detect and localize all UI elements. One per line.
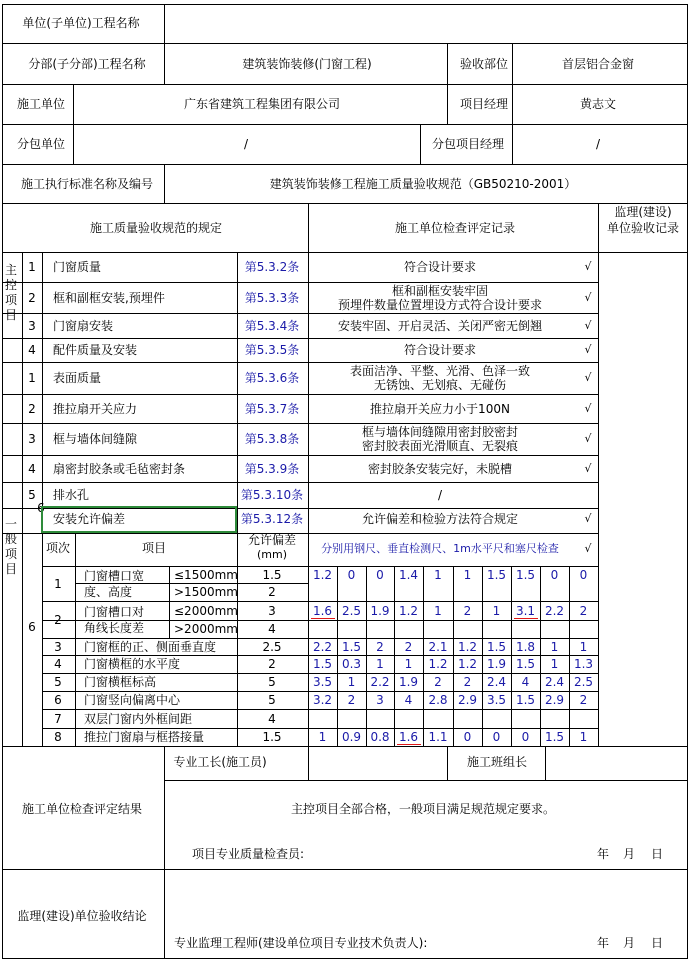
measured-value: 1.9 xyxy=(398,675,419,689)
measured-value: 2.9 xyxy=(457,693,478,707)
col-item-header: 项目 xyxy=(141,541,167,555)
v-rule xyxy=(420,124,421,165)
deviation-allow: 1.5 xyxy=(262,567,282,582)
v-rule xyxy=(22,252,23,747)
sub-value: 建筑装饰装修(门窗工程) xyxy=(242,57,372,71)
v-rule xyxy=(42,508,43,747)
measured-value: 1 xyxy=(463,567,472,582)
measured-value: 1.6 xyxy=(398,730,419,744)
col-allow-header-1: 允许偏差 xyxy=(247,533,297,547)
h-rule xyxy=(2,252,688,253)
value-underline xyxy=(311,618,335,619)
v-rule xyxy=(453,566,454,747)
conclusion-date-day: 日 xyxy=(651,936,664,950)
deviation-allow: 5 xyxy=(268,675,276,689)
measured-value: 1.5 xyxy=(515,657,536,671)
item-clause: 第5.3.5条 xyxy=(244,343,300,357)
item-record: 无锈蚀、无划痕、无碰伤 xyxy=(373,378,507,392)
supervisor-engineer-label: 专业监理工程师(建设单位项目专业技术负责人): xyxy=(174,936,428,950)
item-name: 门窗扇安装 xyxy=(53,318,114,333)
deviation-name: 门窗槽口对 xyxy=(84,604,145,619)
measured-value: 1.5 xyxy=(486,639,507,654)
item-no: 1 xyxy=(28,260,36,274)
standard-value: 建筑装饰装修工程施工质量验收规范（GB50210-2001） xyxy=(269,177,577,191)
measured-value: 2 xyxy=(463,675,472,689)
item-record: 密封胶表面光滑顺直、无裂痕 xyxy=(361,439,519,453)
item-clause: 第5.3.9条 xyxy=(244,461,300,476)
method-text: 分别用钢尺、垂直检测尺、1m水平尺和塞尺检查 xyxy=(321,542,559,555)
h-rule xyxy=(42,655,599,656)
v-rule xyxy=(169,566,170,639)
sub-label: 分部(子分部)工程名称 xyxy=(28,57,146,71)
unit-label: 单位(子单位)工程名称 xyxy=(22,16,140,30)
item-no: 4 xyxy=(28,343,36,357)
measured-value: 2.4 xyxy=(486,675,507,689)
item-no: 4 xyxy=(28,461,36,476)
measured-value: 2.2 xyxy=(370,675,390,689)
v-rule xyxy=(540,566,541,747)
deviation-no: 8 xyxy=(54,730,62,744)
measured-value: 3 xyxy=(376,693,384,707)
h-rule xyxy=(2,423,599,424)
result-date-year: 年 xyxy=(597,847,610,861)
item6-group-no: 6 xyxy=(28,620,36,634)
item-no: 3 xyxy=(28,318,36,333)
deviation-allow: 4 xyxy=(268,711,276,726)
item-name: 表面质量 xyxy=(53,371,102,385)
measured-value: 0 xyxy=(550,567,559,582)
accept-part-value: 首层铝合金窗 xyxy=(561,57,635,71)
v-rule xyxy=(164,746,165,959)
deviation-no: 4 xyxy=(54,657,62,671)
deviation-name: 门窗竖向偏离中心 xyxy=(84,693,181,707)
measured-value: 2.9 xyxy=(544,693,565,707)
v-rule xyxy=(512,84,513,125)
deviation-name: 双层门窗内外框间距 xyxy=(84,711,193,726)
contractor-value: 广东省建筑工程集团有限公司 xyxy=(183,97,341,111)
v-rule xyxy=(237,533,238,747)
v-rule xyxy=(447,43,448,85)
deviation-name: 角线长度差 xyxy=(84,620,145,635)
v-rule xyxy=(164,4,165,44)
measured-value: 3.5 xyxy=(486,693,507,707)
result-label: 施工单位检查评定结果 xyxy=(21,802,143,816)
measured-value: 1.8 xyxy=(515,639,536,654)
v-rule xyxy=(482,566,483,747)
item-record: 符合设计要求 xyxy=(403,260,477,274)
measured-value: 1 xyxy=(579,639,588,654)
item6-record: 允许偏差和检验方法符合规定 xyxy=(361,512,519,526)
measured-value: 1.5 xyxy=(312,657,333,671)
measured-value: 2 xyxy=(434,675,442,689)
h-rule xyxy=(42,673,599,674)
deviation-name: 度、高度 xyxy=(84,584,133,599)
item-name: 框与墙体间缝隙 xyxy=(53,432,138,446)
deviation-name: 门窗槽口宽 xyxy=(84,568,145,583)
v-rule xyxy=(569,566,570,747)
item6-name: 安装允许偏差 xyxy=(53,512,126,526)
v-rule xyxy=(447,746,448,781)
item-clause: 第5.3.3条 xyxy=(244,290,300,305)
item-check: √ xyxy=(584,260,592,273)
item6-clause: 第5.3.12条 xyxy=(240,512,304,526)
h-rule xyxy=(2,282,599,283)
item-no: 2 xyxy=(28,290,36,305)
deviation-name: 门窗横框标高 xyxy=(84,675,157,689)
h-rule xyxy=(2,124,688,125)
result-text: 主控项目全部合格，一般项目满足规范规定要求。 xyxy=(290,802,556,816)
h-rule xyxy=(2,313,599,314)
measured-value: 1 xyxy=(434,567,442,582)
v-rule xyxy=(511,566,512,747)
h-rule xyxy=(2,455,599,456)
item-clause: 第5.3.6条 xyxy=(244,371,300,385)
conclusion-date-month: 月 xyxy=(623,936,636,950)
item-record: 框与墙体间缝隙用密封胶密封 xyxy=(361,425,519,439)
measured-value: 1 xyxy=(550,657,559,671)
measured-value: 2.2 xyxy=(544,603,565,618)
measured-value: 1.9 xyxy=(370,603,390,618)
measured-value: 0 xyxy=(376,567,384,582)
item-no: 1 xyxy=(28,371,36,385)
item-clause: 第5.3.10条 xyxy=(240,488,304,502)
item-name: 框和副框安装,预埋件 xyxy=(53,290,165,305)
foreman-label: 专业工长(施工员) xyxy=(173,755,267,769)
measured-value: 2 xyxy=(347,693,356,707)
pm-label: 项目经理 xyxy=(459,97,509,111)
measured-value: 2 xyxy=(404,639,413,654)
result-date-month: 月 xyxy=(623,847,636,861)
h-rule xyxy=(42,709,599,710)
deviation-name: 门窗框的正、侧面垂直度 xyxy=(84,639,217,654)
item-record: 符合设计要求 xyxy=(403,343,477,357)
v-rule xyxy=(337,566,338,747)
v-rule xyxy=(512,124,513,165)
v-rule xyxy=(447,84,448,125)
measured-value: 0 xyxy=(463,730,472,744)
measured-value: 1.5 xyxy=(486,567,507,582)
h-rule xyxy=(2,362,23,363)
deviation-range: ≤1500mm xyxy=(174,567,238,582)
deviation-no: 5 xyxy=(54,675,62,689)
measured-value: 1.5 xyxy=(341,639,362,654)
measured-value: 1 xyxy=(376,657,384,671)
item-check: √ xyxy=(584,401,592,415)
item-record: 密封胶条安装完好，未脱槽 xyxy=(367,461,513,476)
v-rule xyxy=(308,566,309,747)
v-rule xyxy=(164,164,165,204)
v-rule xyxy=(366,566,367,747)
deviation-allow: 5 xyxy=(268,693,276,707)
result-date-day: 日 xyxy=(651,847,664,861)
measured-value: 0 xyxy=(347,567,356,582)
deviation-allow: 2.5 xyxy=(262,639,282,654)
measured-value: 0.8 xyxy=(370,730,390,744)
item-no: 5 xyxy=(28,488,36,502)
h-rule xyxy=(2,958,688,959)
item-record: 框和副框安装牢固 xyxy=(391,283,489,298)
measured-value: 0.9 xyxy=(341,730,362,744)
record-column-header: 施工单位检查评定记录 xyxy=(394,221,516,235)
h-rule xyxy=(42,691,599,692)
conclusion-date-year: 年 xyxy=(597,936,610,950)
conclusion-label: 监理(建设)单位验收结论 xyxy=(17,909,147,923)
measured-value: 2.2 xyxy=(312,639,333,654)
supervisor-column-header-1: 监理(建设) xyxy=(614,205,672,219)
measured-value: 2.1 xyxy=(428,639,448,654)
h-rule xyxy=(2,164,688,165)
v-rule xyxy=(423,566,424,747)
measured-value: 1 xyxy=(347,675,356,689)
general-group-label: 一 般 项 目 xyxy=(4,517,17,576)
measured-value: 1.2 xyxy=(312,567,333,582)
item-check: √ xyxy=(584,432,592,445)
item-check: √ xyxy=(584,461,592,475)
measured-value: 0 xyxy=(492,730,501,744)
deviation-allow: 4 xyxy=(268,622,276,636)
measured-value: 1.3 xyxy=(573,657,594,671)
deviation-no: 2 xyxy=(54,612,62,627)
v-rule xyxy=(687,4,688,959)
v-rule xyxy=(237,252,238,534)
deviation-range: >1500mm xyxy=(174,585,238,599)
measured-value: 1.2 xyxy=(457,639,478,654)
measured-value: 2.5 xyxy=(341,603,362,618)
h-rule xyxy=(2,43,688,44)
contractor-label: 施工单位 xyxy=(16,97,66,111)
measured-value: 1.2 xyxy=(457,657,478,671)
measured-value: 2 xyxy=(463,603,472,618)
item-name: 扇密封胶条或毛毡密封条 xyxy=(53,461,186,476)
item-name: 门窗质量 xyxy=(53,260,102,274)
h-rule xyxy=(2,338,599,339)
measured-value: 1.6 xyxy=(312,603,333,618)
accept-part-label: 验收部位 xyxy=(459,57,509,71)
v-rule xyxy=(545,746,546,781)
subcontractor-label: 分包单位 xyxy=(16,137,66,151)
measured-value: 0 xyxy=(521,730,530,744)
deviation-range: >2000mm xyxy=(174,622,238,636)
measured-value: 1 xyxy=(318,730,327,744)
item-record: 预埋件数量位置埋设方式符合设计要求 xyxy=(337,297,543,312)
value-underline xyxy=(514,618,538,619)
item-check: √ xyxy=(584,290,592,304)
deviation-no: 3 xyxy=(54,639,62,654)
v-rule xyxy=(73,124,74,165)
measured-value: 3.2 xyxy=(312,693,333,707)
team-leader-label: 施工班组长 xyxy=(466,755,528,769)
item-name: 推拉扇开关应力 xyxy=(53,401,138,416)
measured-value: 3.1 xyxy=(515,603,536,618)
deviation-name: 门窗横框的水平度 xyxy=(84,657,181,671)
measured-value: 1.4 xyxy=(398,567,419,582)
h-rule xyxy=(2,869,688,870)
measured-value: 2 xyxy=(579,693,588,707)
measured-value: 1.5 xyxy=(515,693,536,707)
measured-value: 4 xyxy=(404,693,413,707)
v-rule xyxy=(308,746,309,781)
v-rule xyxy=(394,566,395,747)
item-no: 3 xyxy=(28,432,36,446)
deviation-allow: 2 xyxy=(268,585,276,599)
item-clause: 第5.3.8条 xyxy=(244,432,300,446)
method-check: √ xyxy=(584,542,592,555)
measured-value: 1.1 xyxy=(428,730,448,744)
standard-label: 施工执行标准名称及编号 xyxy=(20,177,154,191)
sub-pm-value: / xyxy=(595,137,601,151)
measured-value: 2.8 xyxy=(428,693,448,707)
item-check: √ xyxy=(584,318,592,332)
item-no: 2 xyxy=(28,401,36,416)
h-rule xyxy=(2,4,688,5)
v-rule xyxy=(164,43,165,85)
col-allow-header-2: (mm) xyxy=(256,548,288,561)
deviation-name: 推拉门窗扇与框搭接量 xyxy=(84,730,205,744)
item-record: / xyxy=(437,488,443,502)
supervisor-column-header-2: 单位验收记录 xyxy=(606,221,680,235)
pm-value: 黄志文 xyxy=(579,97,617,111)
item-clause: 第5.3.4条 xyxy=(244,318,300,333)
item-record: 安装牢固、开启灵活、关闭严密无倒翘 xyxy=(337,318,543,333)
item-record: 推拉扇开关应力小于100N xyxy=(370,401,510,416)
h-rule xyxy=(164,780,688,781)
item6-no: 6 xyxy=(37,501,45,515)
deviation-allow: 1.5 xyxy=(262,730,282,744)
v-rule xyxy=(73,84,74,125)
h-rule xyxy=(2,482,599,483)
item6-check: √ xyxy=(584,512,592,525)
v-rule xyxy=(512,43,513,85)
v-rule xyxy=(42,252,43,509)
deviation-no: 1 xyxy=(54,576,62,591)
h-rule xyxy=(42,533,599,534)
h-rule xyxy=(2,746,688,747)
measured-value: 3.5 xyxy=(312,675,333,689)
spec-column-header: 施工质量验收规范的规定 xyxy=(89,221,223,235)
measured-value: 1.2 xyxy=(398,603,419,618)
deviation-allow: 2 xyxy=(268,657,276,671)
measured-value: 1 xyxy=(434,603,442,618)
item-check: √ xyxy=(584,371,592,384)
measured-value: 1 xyxy=(579,730,588,744)
deviation-no: 7 xyxy=(54,711,62,726)
measured-value: 1 xyxy=(550,639,559,654)
item-clause: 第5.3.2条 xyxy=(244,260,300,274)
measured-value: 1 xyxy=(492,603,501,618)
measured-value: 0 xyxy=(579,567,588,582)
h-rule xyxy=(42,601,599,602)
deviation-range: ≤2000mm xyxy=(174,603,238,618)
item-name: 排水孔 xyxy=(53,488,90,502)
measured-value: 2.4 xyxy=(544,675,565,689)
value-underline xyxy=(397,744,421,745)
main-control-group-label: 主 控 项 目 xyxy=(4,263,17,322)
item-clause: 第5.3.7条 xyxy=(244,401,300,416)
deviation-no: 6 xyxy=(54,693,62,707)
h-rule xyxy=(42,728,599,729)
inspector-label: 项目专业质量检查员: xyxy=(192,847,305,861)
subcontractor-value: / xyxy=(243,137,249,151)
measured-value: 1.2 xyxy=(428,657,448,671)
item-check: √ xyxy=(584,343,592,356)
col-no-header: 项次 xyxy=(45,541,71,555)
h-rule xyxy=(2,84,688,85)
measured-value: 1.9 xyxy=(486,657,507,671)
v-rule xyxy=(75,533,76,747)
measured-value: 2 xyxy=(579,603,588,618)
measured-value: 2 xyxy=(376,639,384,654)
item-name: 配件质量及安装 xyxy=(53,343,138,357)
h-rule xyxy=(2,362,599,363)
h-rule xyxy=(2,203,688,204)
measured-value: 0.3 xyxy=(341,657,362,671)
h-rule xyxy=(2,394,599,395)
sub-pm-label: 分包项目经理 xyxy=(431,137,505,151)
v-rule xyxy=(598,566,599,747)
deviation-allow: 3 xyxy=(268,603,276,618)
measured-value: 4 xyxy=(521,675,530,689)
measured-value: 1.5 xyxy=(515,567,536,582)
item-record: 表面洁净、平整、光滑、色泽一致 xyxy=(349,364,531,378)
measured-value: 1 xyxy=(404,657,413,671)
measured-value: 1.5 xyxy=(544,730,565,744)
measured-value: 2.5 xyxy=(573,675,594,689)
